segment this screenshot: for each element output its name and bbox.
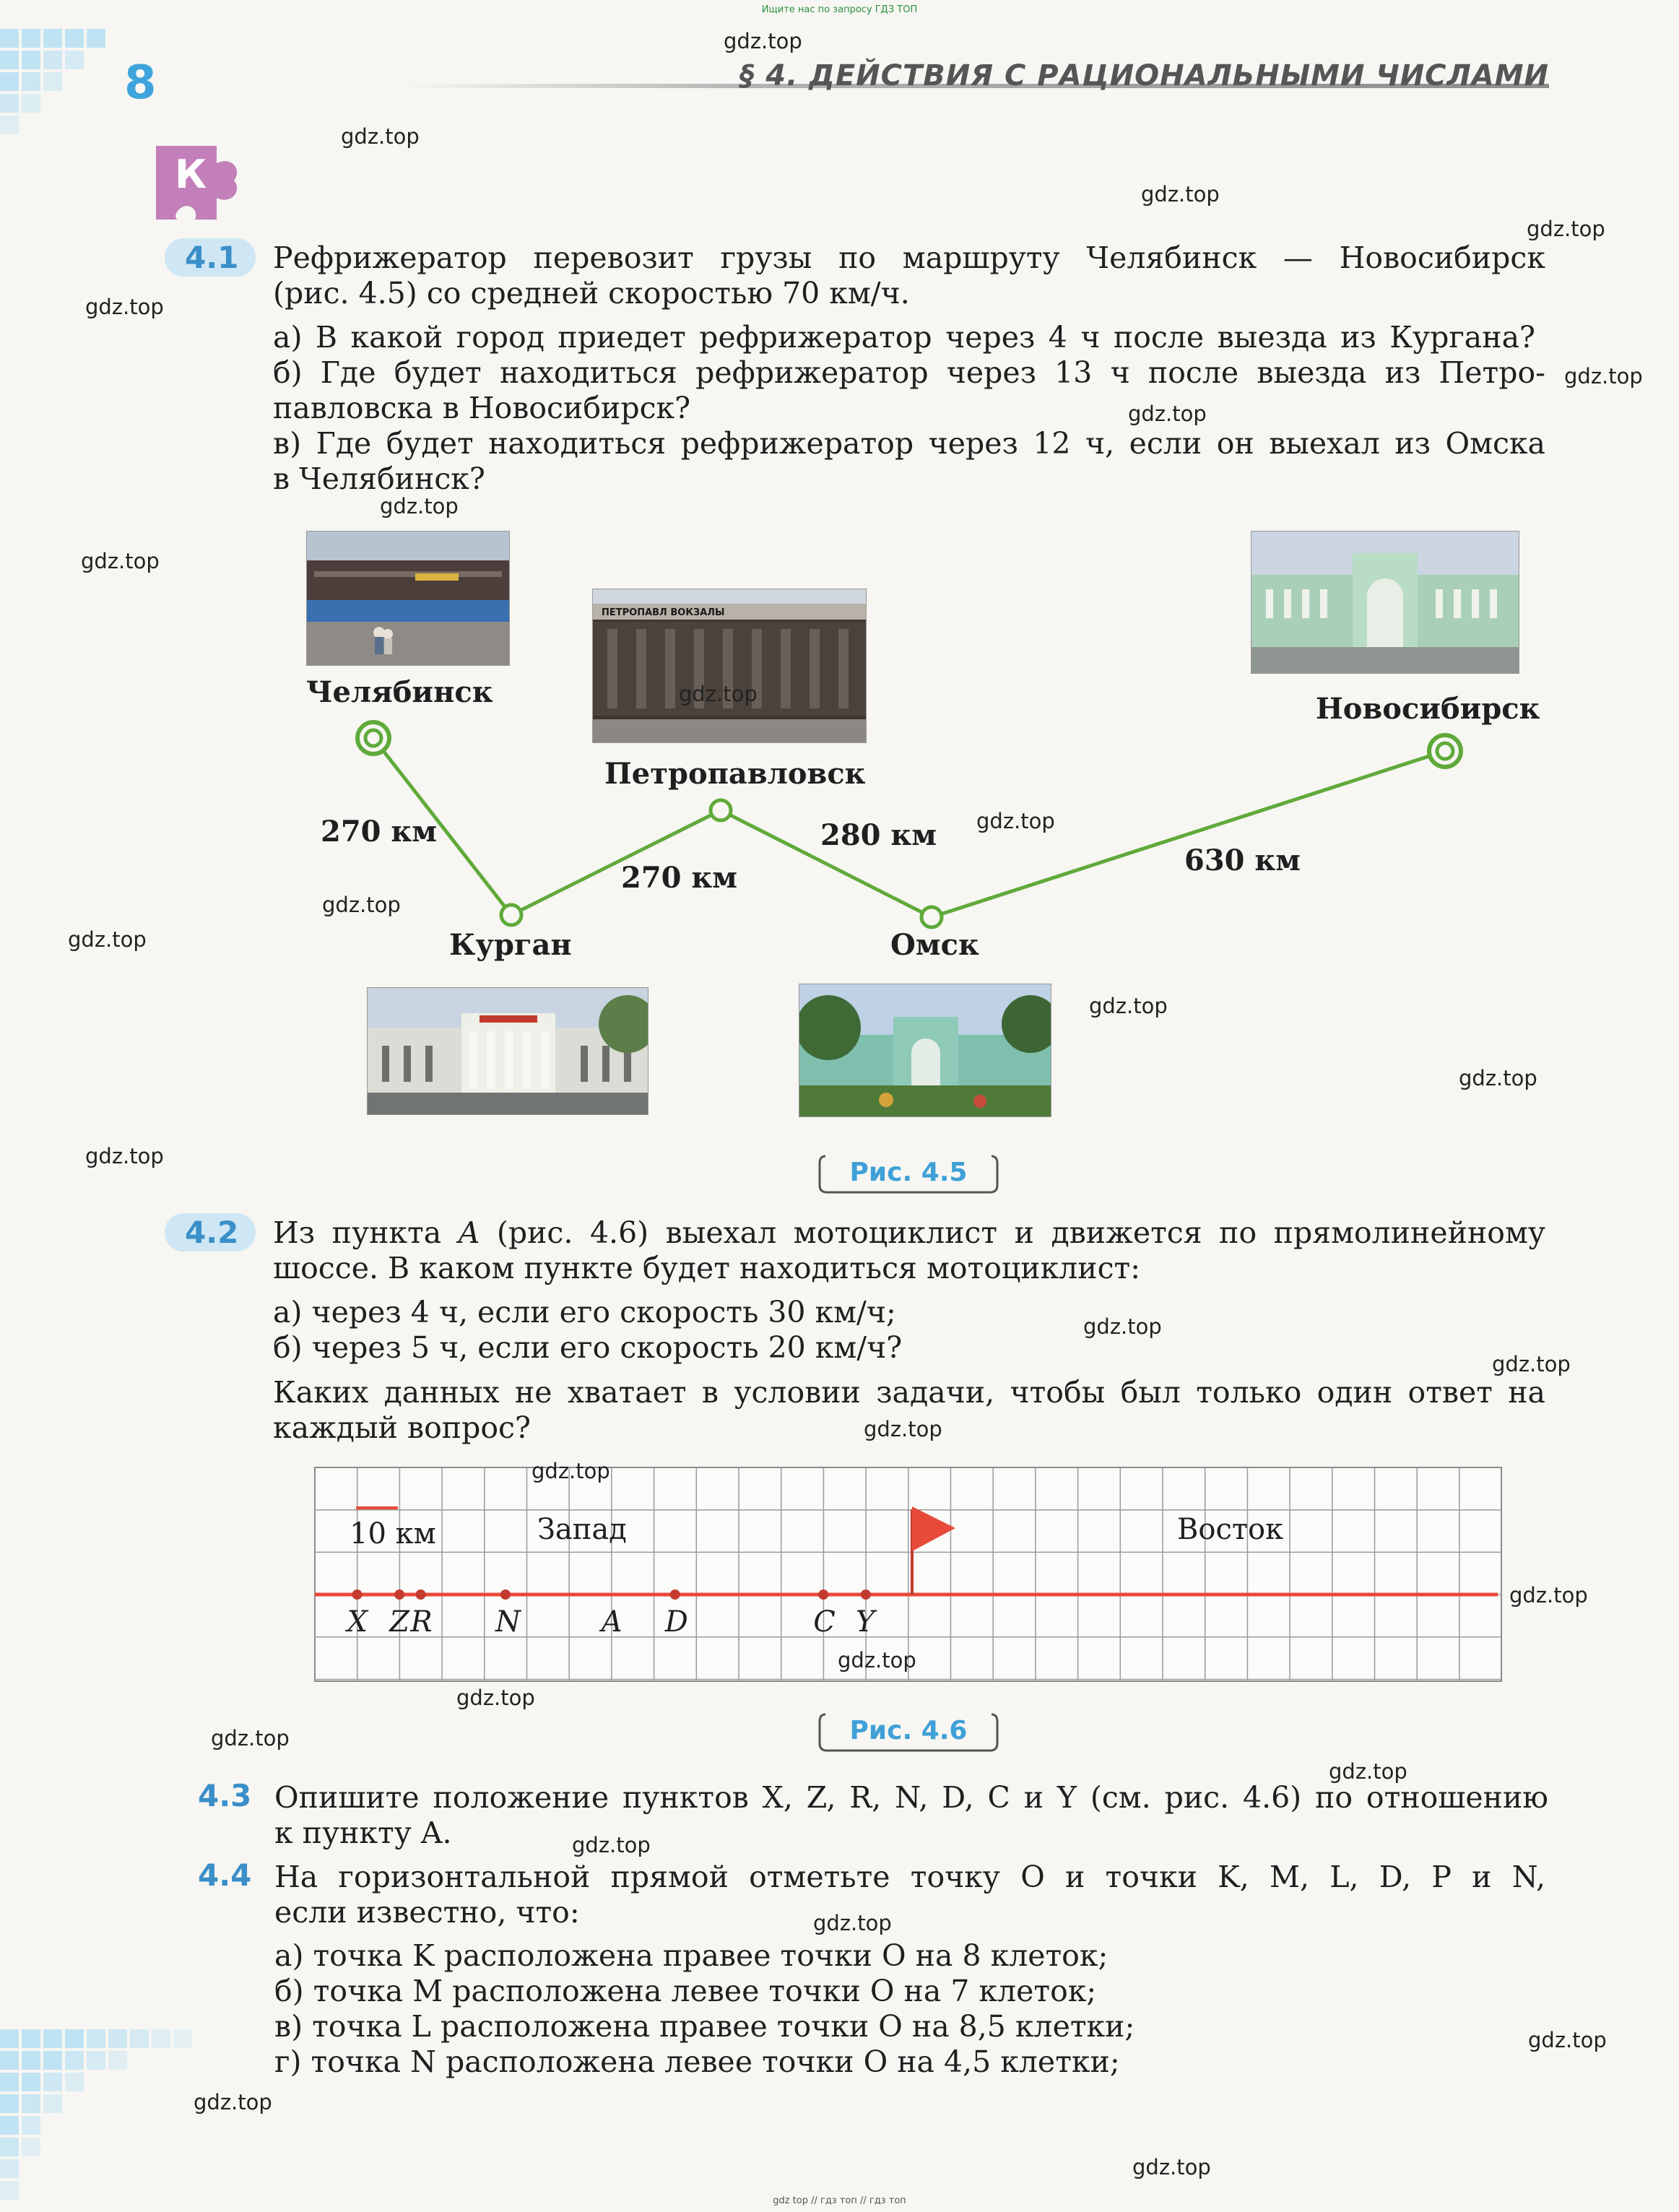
problem-4-3-line1: Опишите положение пунктов X, Z, R, N, D, C и Y (см. рис. 4.6) по отношению	[274, 1780, 1548, 1815]
point-label-d: D	[664, 1605, 688, 1639]
watermark: gdz.top	[1459, 1066, 1537, 1090]
distance-petropavlovsk-omsk: 280 км	[820, 818, 937, 852]
city-label-chelyabinsk: Челябинск	[306, 675, 493, 709]
problem-number-4-4: 4.4	[198, 1857, 252, 1893]
point-label-n: N	[495, 1605, 521, 1639]
problem-4-4-item-v: в) точка L расположена правее точки O на 8,5 клетки;	[274, 2009, 1135, 2044]
watermark: gdz.top	[85, 295, 164, 319]
chapter-title: § 4. ДЕЙСТВИЯ С РАЦИОНАЛЬНЫМИ ЧИСЛАМИ	[739, 59, 1549, 92]
point-marker-n	[500, 1589, 511, 1600]
problem-4-1-intro-line1: Рефрижератор перевозит грузы по маршруту Челябинск — Новосибирск	[273, 240, 1545, 275]
point-marker-r	[416, 1589, 426, 1600]
watermark: gdz.top	[679, 682, 758, 706]
bottom-left-tile-pattern	[0, 2029, 217, 2210]
watermark: gdz.top	[813, 1911, 892, 1935]
problem-4-2-line2: шоссе. В каком пункте будет находиться мотоциклист:	[273, 1251, 1141, 1285]
watermark: gdz.top	[211, 1726, 290, 1751]
watermark: gdz.top	[838, 1648, 916, 1673]
watermark: gdz.top	[572, 1833, 651, 1857]
watermark: gdz.top	[1527, 217, 1605, 241]
bottom-note: gdz top // гдз топ // гдз топ	[773, 2195, 906, 2206]
city-label-petropavlovsk: Петропавловск	[604, 757, 866, 791]
problem-4-1-question-b-line2: павловска в Новосибирск?	[273, 391, 691, 425]
watermark: gdz.top	[1089, 994, 1168, 1018]
problem-4-1-question-b-line1: б) Где будет находиться рефрижератор через 13 ч после выезда из Петро-	[273, 355, 1545, 390]
distance-kurgan-petropavlovsk: 270 км	[621, 861, 738, 895]
watermark: gdz.top	[85, 1144, 164, 1168]
east-label: Восток	[1177, 1513, 1284, 1546]
watermark: gdz.top	[1528, 2028, 1607, 2052]
watermark: gdz.top	[1329, 1759, 1407, 1784]
problem-4-2-missing-data-line1: Каких данных не хватает в условии задачи, чтобы был только один ответ на	[273, 1375, 1545, 1410]
watermark: gdz.top	[380, 494, 459, 519]
city-label-novosibirsk: Новосибирск	[1316, 692, 1540, 726]
figure-4-6-caption-text: Рис. 4.6	[849, 1716, 968, 1745]
problem-4-3-line2: к пункту A.	[274, 1816, 452, 1850]
distance-chelyabinsk-kurgan: 270 км	[321, 815, 438, 849]
page-number: 8	[124, 56, 157, 110]
watermark: gdz.top	[1564, 364, 1643, 389]
problem-4-2-line1-start: Из пункта	[273, 1215, 459, 1250]
watermark: gdz.top	[1128, 402, 1207, 426]
watermark: gdz.top	[341, 124, 420, 149]
watermark: gdz.top	[68, 927, 147, 952]
scale-label: 10 км	[350, 1517, 436, 1550]
problem-4-4-item-a: а) точка K расположена правее точки O на 8 клеток;	[274, 1938, 1109, 1973]
problem-number-4-1: 4.1	[165, 238, 256, 277]
problem-4-2-line1-end: (рис. 4.6) выехал мотоциклист и движется по прямолинейному	[480, 1215, 1546, 1250]
watermark: gdz.top	[1509, 1583, 1588, 1608]
figure-4-5-caption-text: Рис. 4.5	[849, 1158, 968, 1187]
city-label-omsk: Омск	[890, 928, 979, 962]
watermark: gdz.top	[724, 29, 802, 53]
problem-4-4-line1: На горизонтальной прямой отметьте точку O и точки K, M, L, D, P и N,	[274, 1860, 1545, 1894]
watermark: gdz.top	[456, 1686, 535, 1710]
badge-letter: К	[175, 152, 207, 197]
watermark: gdz.top	[864, 1417, 942, 1441]
watermark: gdz.top	[322, 893, 401, 917]
problem-4-1-question-v-line2: в Челябинск?	[273, 461, 485, 496]
problem-number-4-2: 4.2	[165, 1213, 256, 1252]
problem-4-4-item-b: б) точка M расположена левее точки O на 7 клеток;	[274, 1974, 1097, 2008]
problem-4-1-question-a: а) В какой город приедет рефрижератор через 4 ч после выезда из Кургана?	[273, 320, 1535, 355]
watermark: gdz.top	[81, 549, 160, 573]
point-label-a: A	[601, 1605, 622, 1639]
point-label-c: C	[813, 1605, 836, 1639]
petropavlovsk-sign-text: ПЕТРОПАВЛ ВОКЗАЛЫ	[602, 607, 725, 618]
problem-4-2-question-b: б) через 5 ч, если его скорость 20 км/ч?	[273, 1330, 903, 1365]
figure-4-6-caption	[818, 1712, 999, 1753]
point-label-x: X	[347, 1605, 368, 1639]
distance-omsk-novosibirsk: 630 км	[1184, 843, 1301, 877]
point-marker-z	[394, 1589, 404, 1600]
watermark: gdz.top	[976, 809, 1055, 833]
point-marker-d	[670, 1589, 680, 1600]
point-marker-c	[818, 1589, 828, 1600]
point-label-r: R	[410, 1605, 433, 1639]
problem-number-4-3: 4.3	[198, 1778, 252, 1813]
watermark: gdz.top	[194, 2090, 272, 2115]
city-label-kurgan: Курган	[449, 928, 572, 962]
problem-4-2-question-a: а) через 4 ч, если его скорость 30 км/ч;	[273, 1295, 896, 1330]
problem-4-2-point-a: A	[458, 1215, 480, 1250]
west-label: Запад	[537, 1513, 627, 1546]
watermark: gdz.top	[1132, 2155, 1211, 2180]
watermark: gdz.top	[532, 1459, 610, 1483]
problem-4-2-missing-data-line2: каждый вопрос?	[273, 1410, 531, 1445]
watermark: gdz.top	[1141, 182, 1220, 207]
watermark: gdz.top	[1083, 1314, 1162, 1339]
problem-4-1-question-v-line1: в) Где будет находиться рефрижератор через 12 ч, если он выехал из Омска	[273, 426, 1545, 461]
problem-4-1-intro-line2: (рис. 4.5) со средней скоростью 70 км/ч.	[273, 276, 910, 311]
point-marker-x	[352, 1589, 363, 1600]
point-label-z: Z	[389, 1605, 409, 1639]
problem-4-4-line2: если известно, что:	[274, 1895, 580, 1930]
watermark: gdz.top	[1492, 1352, 1571, 1376]
top-search-note: Ищите нас по запросу ГДЗ ТОП	[761, 4, 918, 15]
point-marker-y	[861, 1589, 871, 1600]
point-label-y: Y	[855, 1605, 875, 1639]
problem-4-4-item-g: г) точка N расположена левее точки O на 4,5 клетки;	[274, 2044, 1120, 2079]
